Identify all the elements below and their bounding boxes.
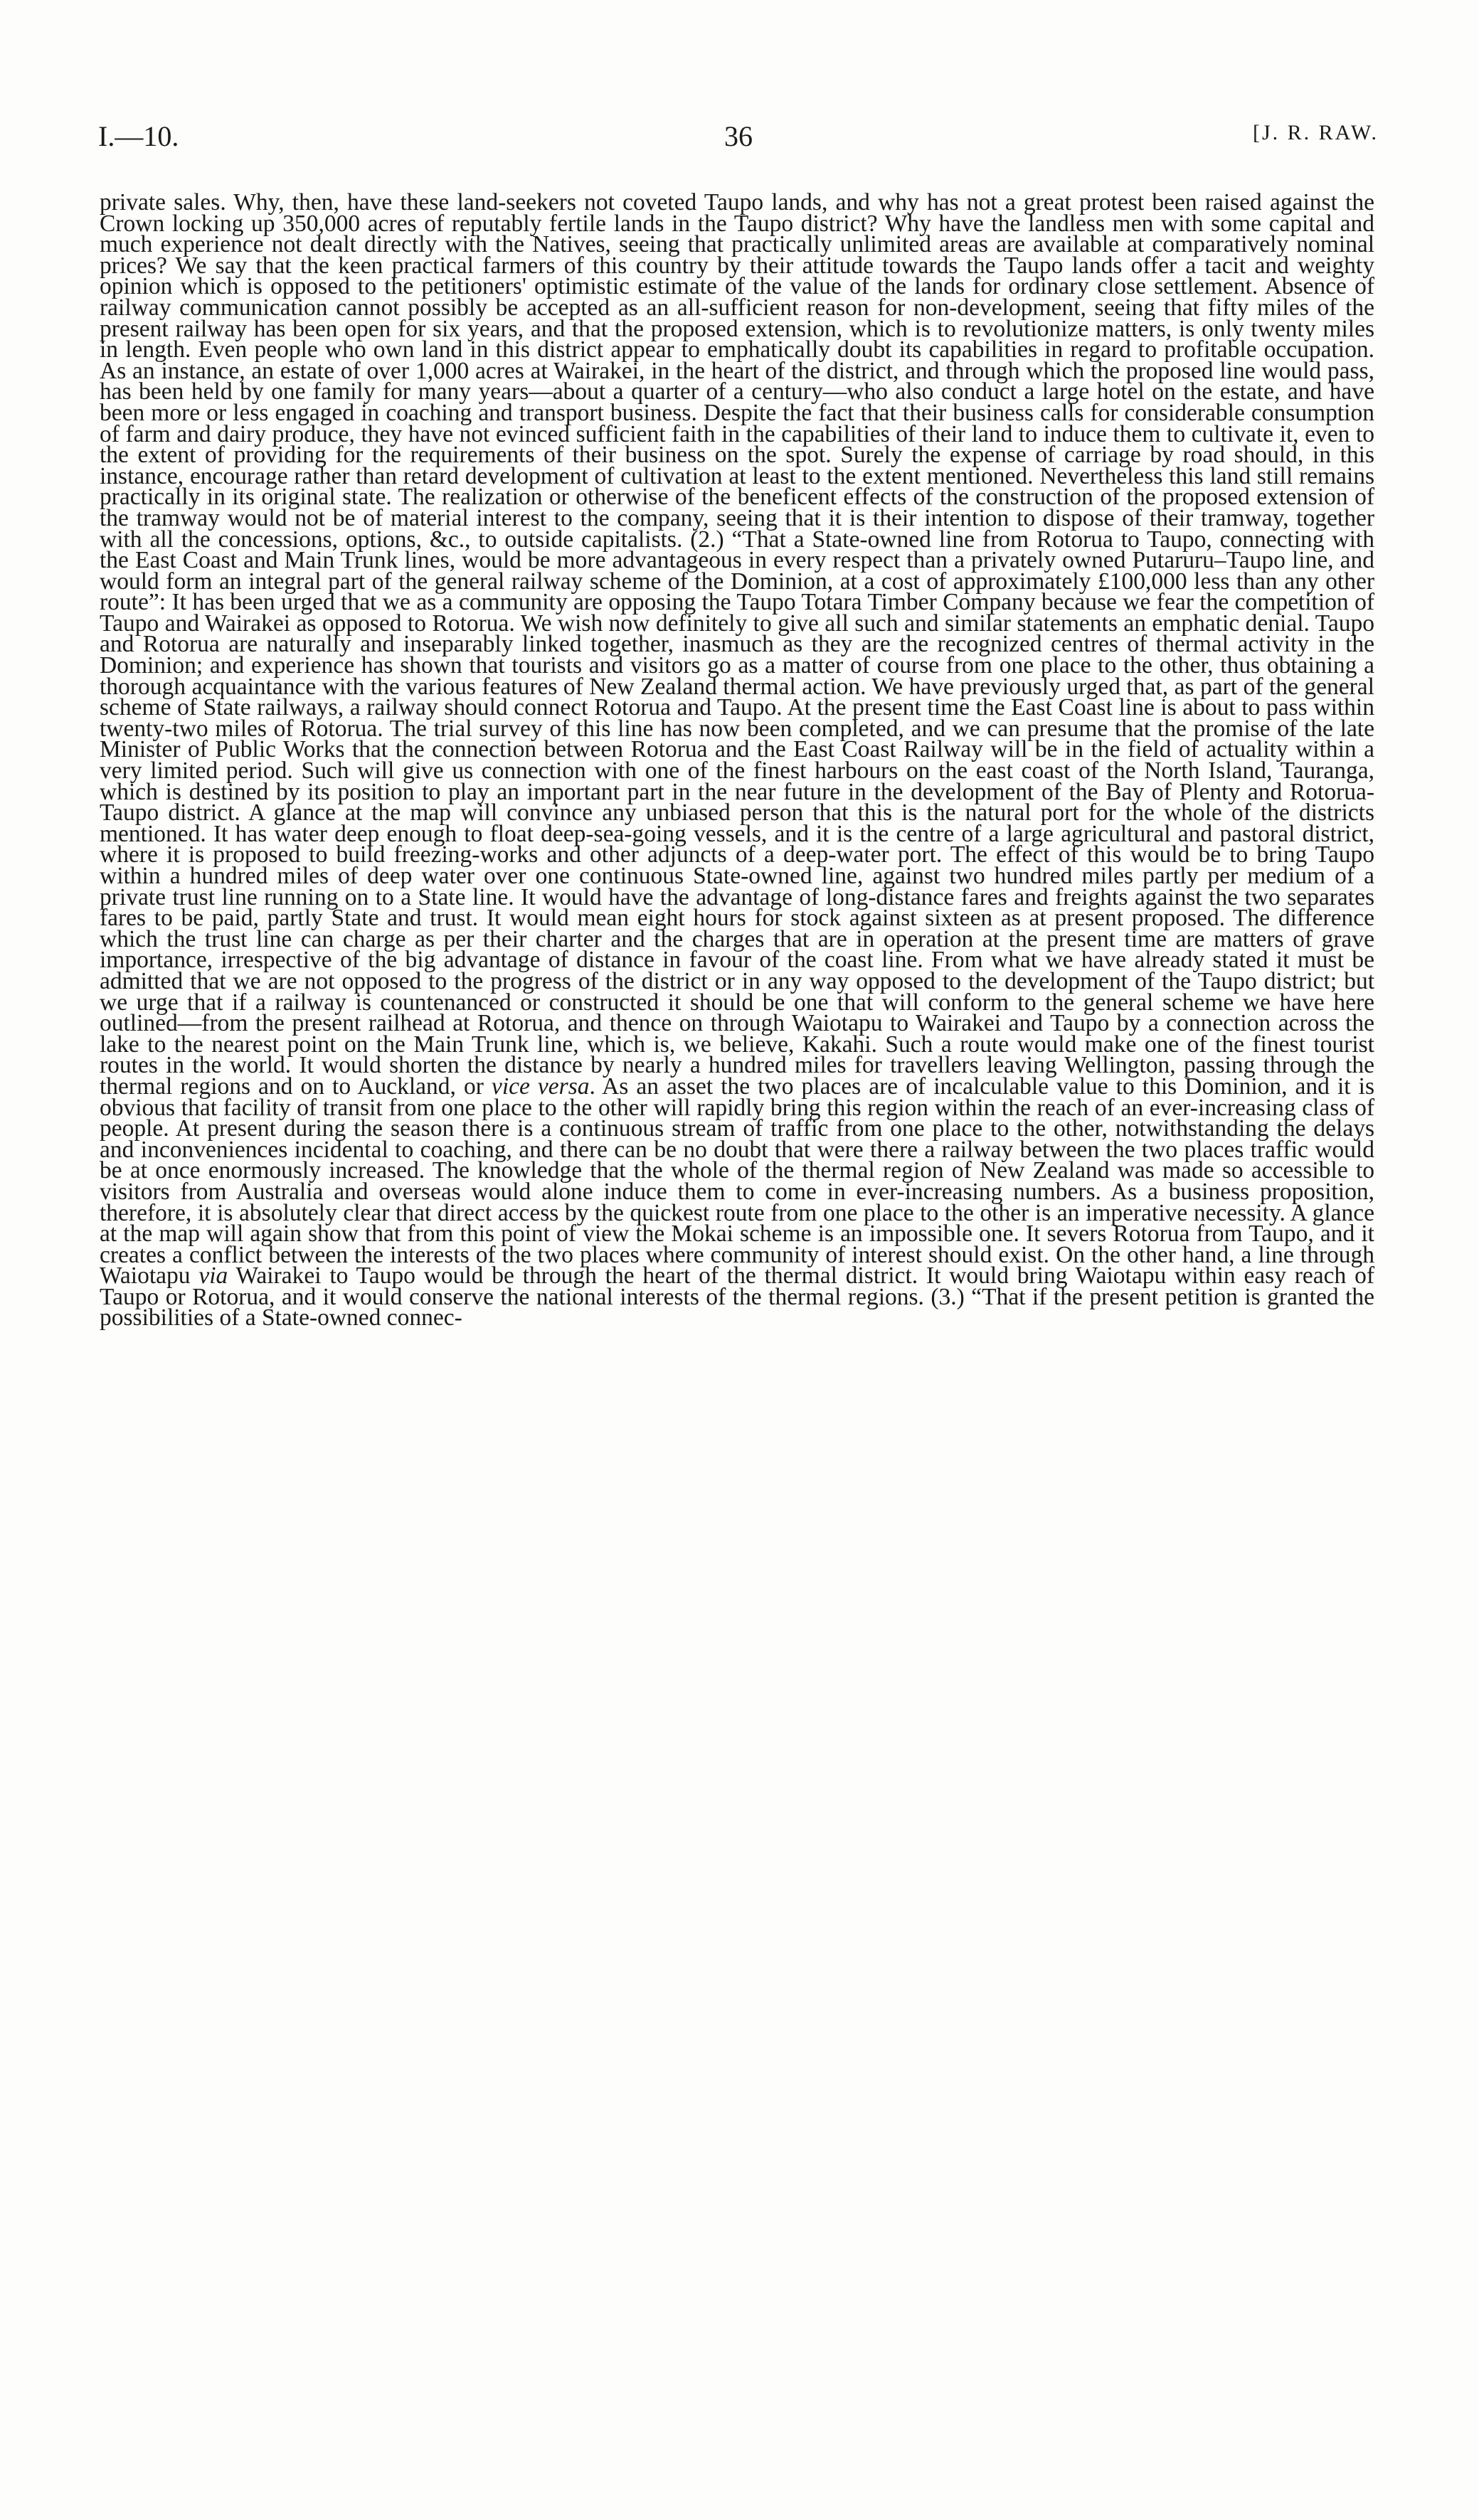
italic-vice-versa: vice versa	[491, 1073, 590, 1100]
page-number: 36	[724, 120, 753, 152]
paragraph-part-3: Wairakei to Taupo would be through the heart of the thermal district. It would bring Waiotapu within easy reach of Taupo or Rotorua, and it would conserve the national interests of the thermal regions. (3.) “That if the present petition is granted the possibilities of a State-owned connec-	[100, 1262, 1374, 1331]
document-reference: I.—10.	[98, 120, 179, 152]
paragraph-part-1: private sales. Why, then, have these land-seekers not coveted Taupo lands, and why has not a great protest been raised against the Crown locking up 350,000 acres of reputably fertile lands in the Taupo district? Why have the landless men with some capital and much experience not dealt directly with the Natives, seeing that practically unlimited areas are available at comparatively nominal prices? We say that the keen practical farmers of this country by their attitude towards the Taupo lands offer a tacit and weighty opinion which is opposed to the petitioners' optimistic estimate of the value of the lands for ordinary close settlement. Absence of railway communication cannot possibly be accepted as an all-sufficient reason for non-development, seeing that fifty miles of the present railway has been open for six years, and that the proposed extension, which is to revolutionize matters, is only twenty miles in length. Even people who own land in this district appear to emphatically doubt its capabilities in regard to profitable occupation. As an instance, an estate of over 1,000 acres at Wairakei, in the heart of the district, and through which the proposed line would pass, has been held by one family for many years—about a quarter of a century—who also conduct a large hotel on the estate, and have been more or less engaged in coaching and transport business. Despite the fact that their business calls for considerable consumption of farm and dairy produce, they have not evinced sufficient faith in the capabilities of their land to induce them to cultivate it, even to the extent of providing for the requirements of their business on the spot. Surely the expense of carriage by road should, in this instance, encourage rather than retard development of cultivation at least to the extent mentioned. Nevertheless this land still remains practically in its original state. The realization or otherwise of the beneficent effects of the construction of the proposed extension of the tramway would not be of material interest to the company, seeing that it is their intention to dispose of their tramway, together with all the concessions, options, &c., to outside capitalists. (2.) “That a State-owned line from Rotorua to Taupo, connecting with the East Coast and Main Trunk lines, would be more advantageous in every respect than a privately owned Putaruru–Taupo line, and would form an integral part of the general railway scheme of the Dominion, at a cost of approximately £100,000 less than any other route”: It has been urged that we as a community are opposing the Taupo Totara Timber Company because we fear the competition of Taupo and Wairakei as opposed to Rotorua. We wish now definitely to give all such and similar statements an emphatic denial. Taupo and Rotorua are naturally and inseparably linked together, inasmuch as they are the recognized centres of thermal activity in the Dominion; and experience has shown that tourists and visitors go as a matter of course from one place to the other, thus obtaining a thorough acquaintance with the various features of New Zealand thermal action. We have previously urged that, as part of the general scheme of State railways, a railway should connect Rotorua and Taupo. At the present time the East Coast line is about to pass within twenty-two miles of Rotorua. The trial survey of this line has now been completed, and we can presume that the promise of the late Minister of Public Works that the connection between Rotorua and the East Coast Railway will be in the field of actuality within a very limited period. Such will give us connection with one of the finest harbours on the east coast of the North Island, Tauranga, which is destined by its position to play an important part in the near future in the development of the Bay of Plenty and Rotorua-Taupo district. A glance at the map will convince any unbiased person that this is the natural port for the whole of the districts mentioned. It has water deep enough to float deep-sea-going vessels, and it is the centre of a large agricultural and pastoral district, where it is proposed to build freezing-works and other adjuncts of a deep-water port. The effect of this would be to bring Taupo within a hundred miles of deep water over one continuous State-owned line, against two hundred miles partly per medium of a private trust line running on to a State line. It would have the advantage of long-distance fares and freights against the two separates fares to be paid, partly State and trust. It would mean eight hours for stock against sixteen as at present proposed. The difference which the trust line can charge as per their charter and the charges that are in operation at the present time are matters of grave importance, irrespective of the big advantage of distance in favour of the coast line. From what we have already stated it must be admitted that we are not opposed to the progress of the district or in any way opposed to the development of the Taupo district; but we urge that if a railway is countenanced or constructed it should be one that will conform to the general scheme we have here outlined—from the present railhead at Rotorua, and thence on through Waiotapu to Wairakei and Taupo by a connection across the lake to the nearest point on the Main Trunk line, which is, we believe, Kakahi. Such a route would make one of the finest tourist routes in the world. It would shorten the distance by nearly a hundred miles for travellers leaving Wellington, passing through the thermal regions and on to Auckland, or	[100, 189, 1374, 1100]
paragraph-part-2: . As an asset the two places are of incalculable value to this Dominion, and it is obvious that facility of transit from one place to the other will rapidly bring this region within the reach of an ever-increasing class of people. At present during the season there is a continuous stream of traffic from one place to the other, notwithstanding the delays and inconveniences incidental to coaching, and there can be no doubt that were there a railway between the two places traffic would be at once enormously increased. The knowledge that the whole of the thermal region of New Zealand was made so accessible to visitors from Australia and overseas would alone induce them to come in ever-increasing numbers. As a business proposition, therefore, it is absolutely clear that direct access by the quickest route from one place to the other is an imperative necessity. A glance at the map will again show that from this point of view the Mokai scheme is an impossible one. It severs Rotorua from Taupo, and it creates a conflict between the interests of the two places where community of interest should exist. On the other hand, a line through Waiotapu	[100, 1073, 1375, 1290]
page-header	[98, 119, 1379, 162]
body-paragraph	[100, 189, 1375, 1331]
paragraph-text	[100, 189, 1375, 1331]
italic-via: via	[198, 1262, 228, 1290]
author-reference: [J. R. RAW.	[1252, 121, 1379, 144]
